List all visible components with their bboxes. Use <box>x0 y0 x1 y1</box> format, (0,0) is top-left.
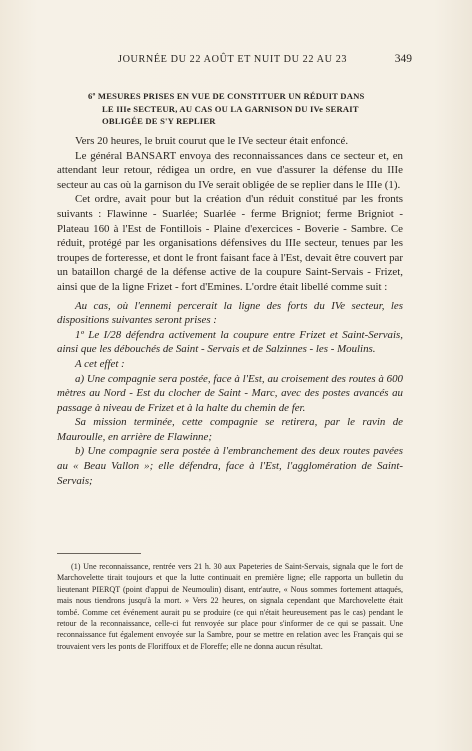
paragraph-a-cet-effet: A cet effet : <box>75 357 125 370</box>
paragraph-mission: Sa mission terminée, cette compagnie se retirera, par le ravin de Mauroulle, en arrière de Flawinne; <box>57 416 403 443</box>
running-head <box>66 54 412 70</box>
running-head-title: JOURNÉE DU 22 AOÛT ET NUIT DU 22 AU 23 <box>118 54 348 65</box>
footnote-divider <box>57 553 141 554</box>
section-heading <box>88 90 408 128</box>
paragraph-point-b: b) Une compagnie sera postée à l'embranchement des deux routes pavées au « Beau Vallon »; elle défendra, face à l'Est, l'agglomération de Saint-Servais; <box>57 445 403 487</box>
paragraph-order-quote: Au cas, où l'ennemi percerait la ligne des forts du IVe secteur, les dispositions suivantes seront prises : <box>57 299 403 327</box>
section-heading-line-2: LE IIIe SECTEUR, AU CAS OU LA GARNISON DU IVe SERAIT <box>102 103 359 114</box>
paragraph-point-a: a) Une compagnie sera postée, face à l'Est, au croisement des routes à 600 mètres au Nord - Est du clocher de Saint - Marc, avec des postes avancés au passage à niveau de Frizet et à la halte du chemin de fer. <box>57 372 403 414</box>
footnote <box>57 561 403 652</box>
footnote-text: (1) Une reconnaissance, rentrée vers 21 h. 30 aux Papeteries de Saint-Servais, signala que le fort de Marchovelette tirait toujours et que la lutte continuait en première ligne; elle rapporta un bulletin du lieutenant PIERQT (point d'appui de Neumoulin) disant, entr'autre, « Nous sommes fortement attaqués, mais nous tiendrons jusqu'à la mort. » Vers 22 heures, on signala cependant que Marchovelette était tombé. Comme cet événement aurait pu se produire (ce qui n'était heureusement pas le cas) pendant le retour de la reconnaissance, celle-ci fut renvoyée sur place pour s'informer de ce qui se passait. Une reconnaissance fut également envoyée sur la Sambre, pour se mettre en relation avec les Français qui se trouvaient vers les ponts de Floriffoux et de Floreffe; elle ne donna aucun résultat. <box>57 562 403 651</box>
page-number: 349 <box>394 53 412 65</box>
body-text <box>57 134 403 488</box>
section-heading-line-1: 6º MESURES PRISES EN VUE DE CONSTITUER UN RÉDUIT DANS <box>88 91 365 101</box>
paragraph-order: Cet ordre, avait pour but la création d'un réduit constitué par les fronts suivants : Flawinne - Suarlée; Suarlée - ferme Brigniot; ferme Brigniot - Plateau 160 à l'Est de Fontillois - Plaine d'exercices - Boverie - Sambre. Ce réduit, protégé par les organisations défensives du IIIe secteur, tenues par les troupes de forteresse, et dont le front faisant face à l'Est, devait être couvert par un bataillon chargé de la défense active de la coupure Saint-Servais - Frizet, ainsi que de la ligne Frizet - fort d'Emines. L'ordre était libellé comme suit : <box>57 193 403 293</box>
paragraph-point-1: 1º Le I/28 défendra activement la coupure entre Frizet et Saint-Servais, ainsi que les débouchés de Saint - Servais et de Salzinnes - les - Moulins. <box>57 328 403 356</box>
paragraph-intro: Vers 20 heures, le bruit courut que le IVe secteur était enfoncé. <box>75 135 349 147</box>
paragraph-bansart: Le général BANSART envoya des reconnaissances dans ce secteur et, en attendant leur retour, rédigea un ordre, en vue d'assurer la défense du IIIe secteur au cas où la garnison du IVe serait obligée de se replier dans le IIIe (1). <box>57 149 403 191</box>
section-heading-line-3: OBLIGÉE DE S'Y REPLIER <box>102 116 216 127</box>
